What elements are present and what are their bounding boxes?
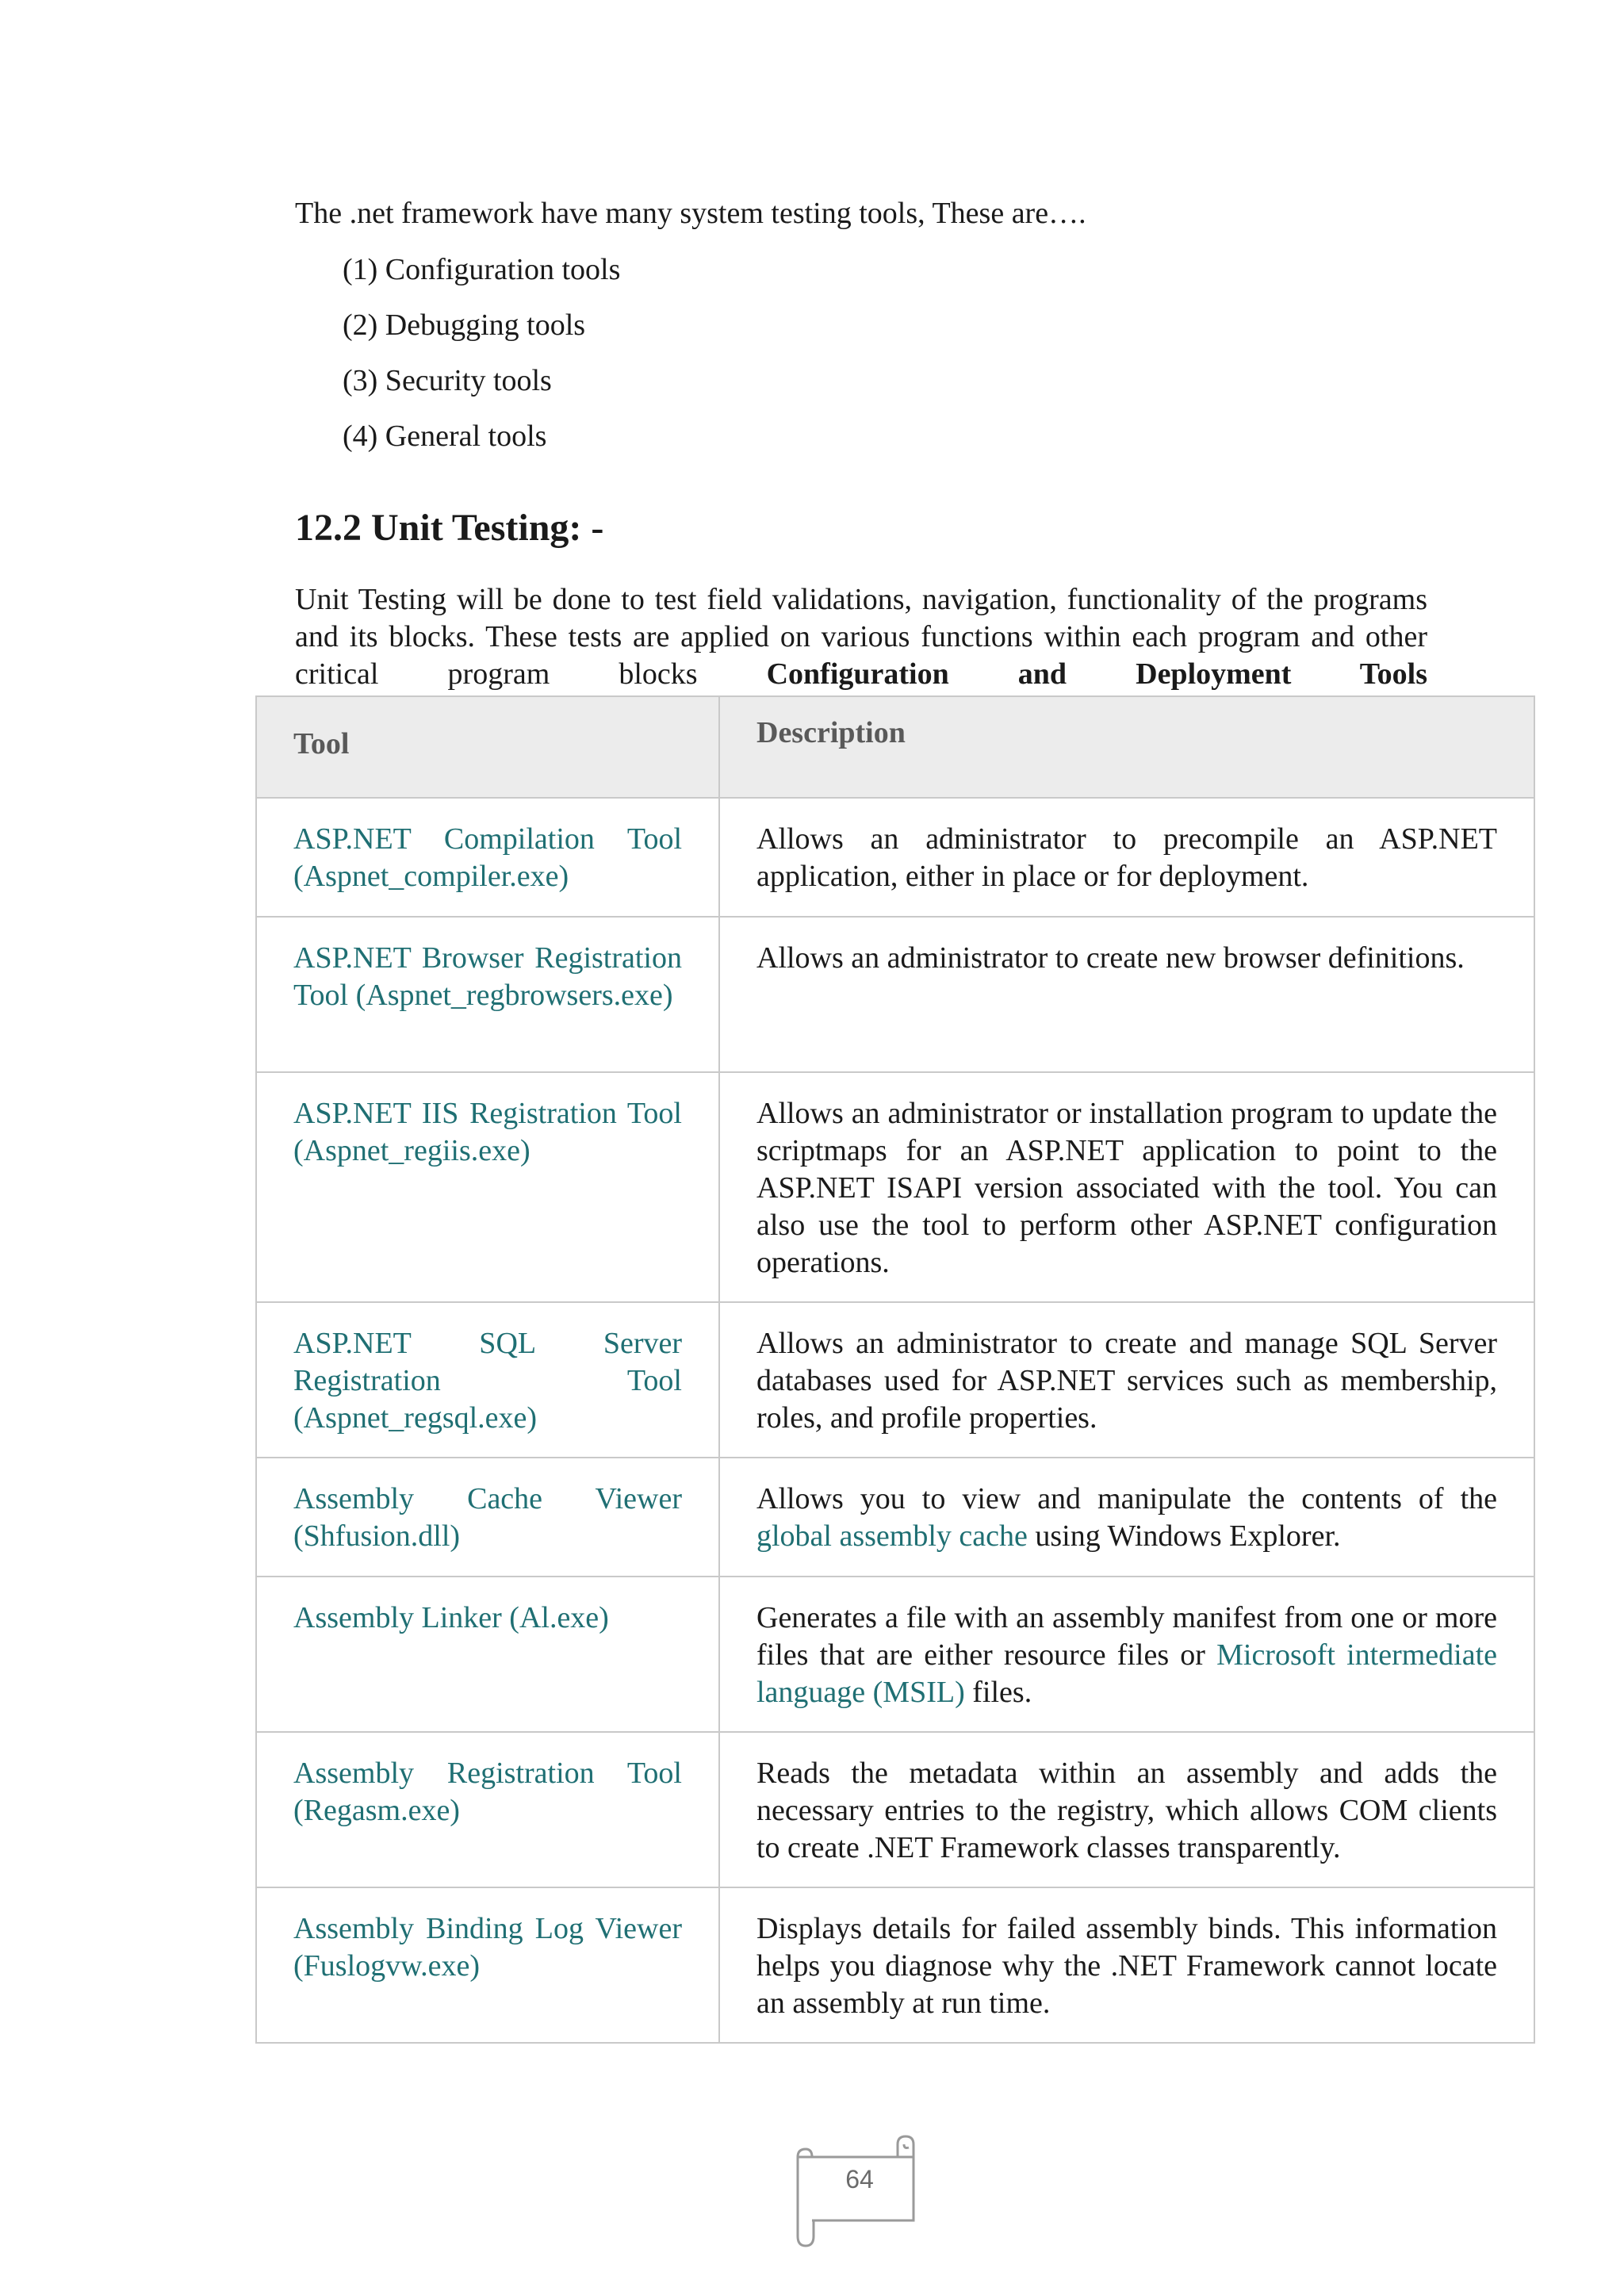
page-number: 64 (845, 2165, 874, 2193)
tool-name-link[interactable]: ASP.NET SQL Server Registration Tool (Aspnet_regsql.exe) (256, 1302, 719, 1458)
table-row (256, 1887, 1534, 2043)
tool-name-link[interactable]: Assembly Linker (Al.exe) (256, 1577, 719, 1732)
header-description: Description (719, 696, 1534, 798)
tool-category-list (343, 250, 620, 472)
tool-category-item: (2) Debugging tools (343, 308, 586, 342)
unit-testing-paragraph (295, 581, 1427, 693)
msil-link[interactable]: Microsoft intermediate language (MSIL) (756, 1638, 1498, 1709)
section-heading: 12.2 Unit Testing: - (295, 507, 604, 549)
tools-table (255, 695, 1535, 2044)
tool-name-link[interactable]: ASP.NET Compilation Tool (Aspnet_compiler.exe) (256, 798, 719, 917)
table-row (256, 1458, 1534, 1577)
table-row (256, 1072, 1534, 1302)
tool-name-link[interactable]: ASP.NET Browser Registration Tool (Aspnet_regbrowsers.exe) (256, 917, 719, 1072)
tool-description: Allows an administrator or installation program to update the scriptmaps for an ASP.NET application to point to the ASP.NET ISAPI version associated with the tool. You can also use the tool to perform other ASP.NET configuration operations. (719, 1072, 1534, 1302)
table-row (256, 1302, 1534, 1458)
desc-text: Allows you to view and manipulate the contents of the (756, 1482, 1497, 1515)
tool-name-link[interactable]: Assembly Cache Viewer (Shfusion.dll) (256, 1458, 719, 1577)
table-row (256, 1577, 1534, 1732)
desc-text: files. (972, 1676, 1032, 1709)
table-row (256, 917, 1534, 1072)
intro-text: The .net framework have many system testing tools, These are…. (295, 197, 1086, 230)
header-tool: Tool (256, 696, 719, 798)
desc-text: using Windows Explorer. (1035, 1519, 1341, 1553)
tool-category-item: (4) General tools (343, 420, 547, 453)
desc-text: Generates a file with an assembly manifest from one or more files that are either resource files or (756, 1601, 1497, 1672)
page-number-scroll (780, 2133, 939, 2252)
tool-category-item: (3) Security tools (343, 364, 552, 397)
tool-description: Reads the metadata within an assembly and adds the necessary entries to the registry, which allows COM clients to create .NET Framework classes transparently. (719, 1732, 1534, 1887)
tool-name-link[interactable]: Assembly Registration Tool (Regasm.exe) (256, 1732, 719, 1887)
tool-description: Displays details for failed assembly binds. This information helps you diagnose why the .NET Framework cannot locate an assembly at run time. (719, 1887, 1534, 2043)
tool-name-link[interactable]: Assembly Binding Log Viewer (Fuslogvw.exe) (256, 1887, 719, 2043)
tool-description (719, 1577, 1534, 1732)
tool-description: Allows an administrator to create and manage SQL Server databases used for ASP.NET services such as membership, roles, and profile properties. (719, 1302, 1534, 1458)
paragraph-bold-title: Configuration and Deployment Tools (766, 657, 1427, 691)
tool-description: Allows an administrator to create new browser definitions. (719, 917, 1534, 1072)
table-row (256, 798, 1534, 917)
tool-category-item: (1) Configuration tools (343, 253, 621, 286)
tool-description: Allows an administrator to precompile an ASP.NET application, either in place or for deployment. (719, 798, 1534, 917)
paragraph-text: Unit Testing will be done to test field validations, navigation, functionality of the programs and its blocks. These tests are applied on various functions within each program and other critical program blocks (295, 583, 1427, 691)
table-header-row (256, 696, 1534, 798)
global-assembly-cache-link[interactable]: global assembly cache (756, 1519, 1028, 1553)
tool-description (719, 1458, 1534, 1577)
table-row (256, 1732, 1534, 1887)
tool-name-link[interactable]: ASP.NET IIS Registration Tool (Aspnet_regiis.exe) (256, 1072, 719, 1302)
